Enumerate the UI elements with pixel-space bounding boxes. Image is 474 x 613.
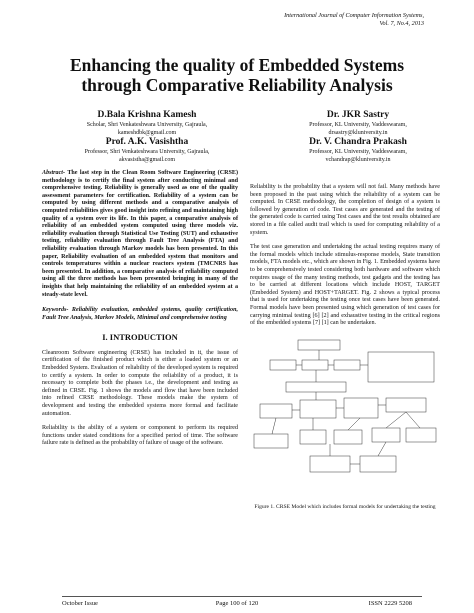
crse-model-figure	[250, 338, 440, 498]
abstract	[42, 170, 238, 299]
paragraph: Cleanroom Software engineering (CRSE) has included in it, the issue of certification of the finished product which is either a loaded system or an Embedded System. Evaluation of reliability of the developed system is required to certify a system. In order to compute the reliability of a product, it is necessary to complete both the phases i.e., the development and testing as defined in CRSE. Fig. 1 shows the models and flow that have been included into refined CRSE methodology. These models make the system of development and testing the embedded systems more formal and facilitate automation.	[42, 349, 238, 417]
paper-title	[40, 55, 434, 95]
paragraph: Reliability is the probability that a system will not fail. Many methods have been proposed in the past using which the reliability of a system can be computed. In CRSE methodology, the completion of design of a system is followed by generation of code. Test cases are generated and the testing of the generated code is carried using Test cases and the test results obtained are stored in a file called audit trail which is used for computing reliability of a system.	[250, 184, 440, 236]
abstract-label: Abstract-	[42, 170, 66, 176]
journal-volume: Vol. 7, No.4, 2013	[379, 20, 424, 27]
paragraph: The test case generation and undertaking the actual testing requires many of the formal models which include stimulus-response models, State transition models, FTA models etc., which are shown in Fig. 1. Embedded systems have to be comprehensively tested considering both hardware and software which requires usage of the many testing methods, test gadgets and the testing has to be carried at different locations which include HOST, TARGET (Embedded System) and HOST+TARGET. Fig. 2 shows a typical process that is used for undertaking the testing once test cases have been generated. Formal models have been presented using which generation of test cases for carrying minimal testing [6] [2] and exhaustive testing in the critical regions of the embedded systems [7] [1] can be undertaken.	[250, 244, 440, 327]
paragraph: Reliability is the ability of a system or component to perform its required functions under stated conditions for a specified period of time. The software failure rate is defined as the probability of failure of usage of the software.	[42, 425, 238, 447]
abstract-text: The last step in the Clean Room Software Engineering (CRSE) methodology is to certify the final system after conducting minimal and comprehensive testing. Reliability is generally used as one of the quality assessment parameters for certification. Reliability of a system can be computed by using different methods and a comparative analysis of computed reliabilities gives good insight into refining and maintaining high quality of a system over its life. In this paper, a comparative analysis of reliability of an embedded system computed using three models viz. reliability evaluation through Statistical Use Testing (SUT) and exhaustive testing, reliability evaluation through Fault Tree Analysis (FTA) and reliability evaluation through Markov models has been presented. In this paper, Reliability evaluation of an embedded system that monitors and controls temperatures within a nuclear reactors system (TMCNRS has been presented. In addition, a comparative analysis of reliability computed using all the three methods has been presented bringing in many of the insights that help maintaining the reliability of an embedded system at a steady-state level.	[42, 170, 238, 298]
author-email: drsastry@kluniversity.in	[328, 130, 388, 136]
author-affiliation: Professor, KL University, Vaddeswaram,	[309, 149, 407, 155]
author-name: Dr. JKR Sastry	[326, 110, 390, 120]
keywords: Keywords- Reliability evaluation, embedded systems, quality certification, Fault Tree Analysis, Markov Models, Minimal and comprehensive testing	[42, 307, 238, 321]
right-column	[250, 184, 440, 511]
authors-left	[62, 110, 232, 164]
author-email: akvasistha@gmail.com	[118, 157, 175, 163]
author-email: vchandrap@kluniversity.in	[325, 157, 391, 163]
figure-caption: Figure 1. CRSE Model which includes formal models for undertaking the testing	[254, 503, 436, 510]
author-name: D.Bala Krishna Kamesh	[97, 110, 197, 120]
title-line-2: through Comparative Reliability Analysis	[81, 75, 393, 95]
footer-page-number: Page 100 of 120	[215, 600, 259, 607]
journal-header	[284, 12, 424, 28]
authors-right	[278, 110, 438, 164]
author-affiliation: Professor, Shri Venkateshwara University, Gajraula,	[84, 149, 210, 155]
author-affiliation: Scholar, Shri Venkateshwara University, Gajraula,	[86, 122, 208, 128]
left-column	[42, 170, 238, 455]
title-line-1: Enhancing the quality of Embedded Systems	[69, 55, 405, 75]
author-name: Prof. A.K. Vasishtha	[105, 137, 189, 147]
crse-diagram	[250, 338, 440, 498]
author-email: kameshdbk@gmail.com	[117, 130, 177, 136]
author-affiliation: Professor, KL University, Vaddeswaram,	[309, 122, 407, 128]
author-name: Dr. V. Chandra Prakash	[309, 137, 407, 147]
footer-issn: ISSN 2229 5208	[368, 600, 412, 607]
section-heading: I. INTRODUCTION	[102, 332, 178, 343]
footer-rule	[62, 596, 422, 597]
footer-issue: October Issue	[62, 600, 98, 607]
journal-name: International Journal of Computer Information Systems,	[284, 12, 424, 19]
